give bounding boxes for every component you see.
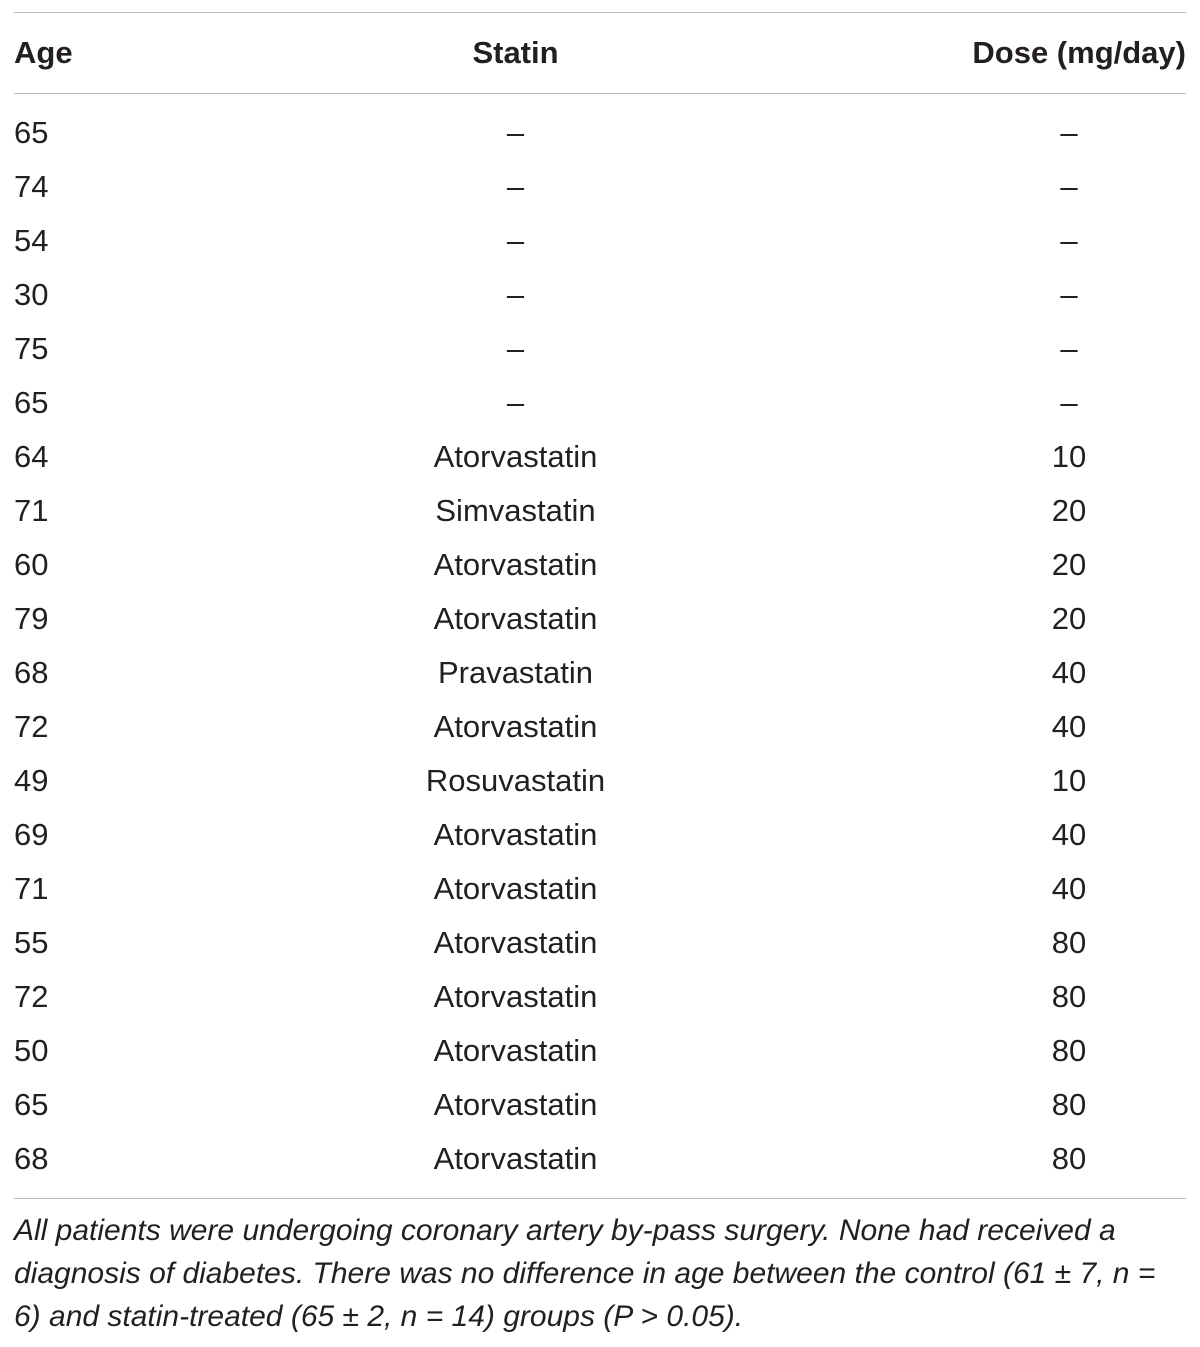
cell-dose [717, 592, 1186, 646]
cell-age: 68 [14, 655, 49, 690]
cell-age: 71 [14, 493, 49, 528]
cell-dose [717, 1024, 1186, 1078]
cell-dose-value: 40 [1051, 817, 1087, 852]
cell-dose-value: – [1060, 277, 1078, 312]
cell-statin: Atorvastatin [433, 601, 598, 636]
cell-dose-value: – [1060, 385, 1078, 420]
cell-statin: – [506, 115, 525, 150]
patient-table [14, 13, 1186, 1198]
table-row [14, 376, 1186, 430]
cell-dose [717, 862, 1186, 916]
table-body [14, 94, 1186, 1199]
cell-statin: Atorvastatin [433, 1141, 598, 1176]
header-statin: Statin [472, 35, 559, 70]
table-row [14, 700, 1186, 754]
cell-statin: Rosuvastatin [425, 763, 606, 798]
cell-dose [717, 970, 1186, 1024]
cell-dose [717, 214, 1186, 268]
table-row [14, 592, 1186, 646]
header-dose: Dose (mg/day) [972, 35, 1186, 70]
cell-age: 65 [14, 1087, 49, 1122]
cell-age: 30 [14, 277, 49, 312]
cell-dose [717, 160, 1186, 214]
cell-age: 49 [14, 763, 49, 798]
table-row [14, 484, 1186, 538]
table-row [14, 916, 1186, 970]
cell-statin: Atorvastatin [433, 1033, 598, 1068]
cell-statin: – [506, 277, 525, 312]
cell-age: 68 [14, 1141, 49, 1176]
cell-age: 65 [14, 115, 49, 150]
cell-dose-value: 40 [1051, 655, 1087, 690]
cell-dose [717, 322, 1186, 376]
cell-statin: Atorvastatin [433, 979, 598, 1014]
table-row [14, 646, 1186, 700]
table-row [14, 754, 1186, 808]
cell-dose-value: 20 [1051, 601, 1087, 636]
table-row [14, 538, 1186, 592]
cell-statin: Atorvastatin [433, 439, 598, 474]
cell-age: 65 [14, 385, 49, 420]
cell-age: 71 [14, 871, 49, 906]
cell-dose-value: 80 [1051, 925, 1087, 960]
cell-statin: – [506, 223, 525, 258]
cell-statin: – [506, 385, 525, 420]
cell-dose [717, 484, 1186, 538]
cell-dose-value: 20 [1051, 493, 1087, 528]
cell-age: 75 [14, 331, 49, 366]
table-row [14, 1078, 1186, 1132]
cell-statin: – [506, 169, 525, 204]
cell-dose-value: 40 [1051, 709, 1087, 744]
cell-dose [717, 538, 1186, 592]
table-footnote: All patients were undergoing coronary artery by-pass surgery. None had received a diagnosis of diabetes. There was no difference in age between the control (61 ± 7, n = 6) and statin-treated (65 ± 2, n = 14) groups (P > 0.05). [14, 1214, 1156, 1333]
cell-dose [717, 700, 1186, 754]
cell-dose-value: – [1060, 169, 1078, 204]
cell-age: 72 [14, 979, 49, 1014]
table-row [14, 808, 1186, 862]
cell-dose-value: 10 [1051, 763, 1087, 798]
table-row [14, 862, 1186, 916]
cell-age: 69 [14, 817, 49, 852]
cell-dose-value: 80 [1051, 1141, 1087, 1176]
cell-dose [717, 376, 1186, 430]
cell-dose [717, 808, 1186, 862]
cell-statin: Atorvastatin [433, 817, 598, 852]
cell-age: 79 [14, 601, 49, 636]
table-row [14, 160, 1186, 214]
cell-age: 50 [14, 1033, 49, 1068]
cell-age: 60 [14, 547, 49, 582]
cell-dose-value: 80 [1051, 1033, 1087, 1068]
cell-dose-value: – [1060, 115, 1078, 150]
header-age: Age [14, 35, 73, 70]
cell-dose [717, 430, 1186, 484]
cell-age: 64 [14, 439, 49, 474]
cell-dose [717, 1078, 1186, 1132]
table-row [14, 214, 1186, 268]
table-row [14, 94, 1186, 161]
cell-statin: Pravastatin [437, 655, 594, 690]
cell-dose [717, 646, 1186, 700]
table-row [14, 268, 1186, 322]
cell-dose-value: – [1060, 223, 1078, 258]
cell-dose-value: 80 [1051, 979, 1087, 1014]
header-row [14, 13, 1186, 94]
table-bottom-rule [14, 1198, 1186, 1199]
table-row [14, 970, 1186, 1024]
cell-statin: Atorvastatin [433, 547, 598, 582]
cell-age: 54 [14, 223, 49, 258]
cell-dose [717, 916, 1186, 970]
table-row [14, 1024, 1186, 1078]
table-row [14, 322, 1186, 376]
table-header [14, 13, 1186, 94]
cell-dose-value: – [1060, 331, 1078, 366]
cell-dose [717, 1132, 1186, 1198]
cell-dose-value: 20 [1051, 547, 1087, 582]
cell-statin: – [506, 331, 525, 366]
cell-dose [717, 754, 1186, 808]
cell-statin: Atorvastatin [433, 871, 598, 906]
cell-dose-value: 80 [1051, 1087, 1087, 1122]
cell-dose-value: 10 [1051, 439, 1087, 474]
cell-statin: Simvastatin [435, 493, 596, 528]
cell-statin: Atorvastatin [433, 709, 598, 744]
cell-statin: Atorvastatin [433, 925, 598, 960]
cell-age: 74 [14, 169, 49, 204]
table-row [14, 430, 1186, 484]
cell-dose-value: 40 [1051, 871, 1087, 906]
cell-age: 55 [14, 925, 49, 960]
cell-dose [717, 268, 1186, 322]
cell-age: 72 [14, 709, 49, 744]
patient-table-container [14, 12, 1186, 1338]
table-row [14, 1132, 1186, 1198]
cell-dose [717, 94, 1186, 161]
cell-statin: Atorvastatin [433, 1087, 598, 1122]
